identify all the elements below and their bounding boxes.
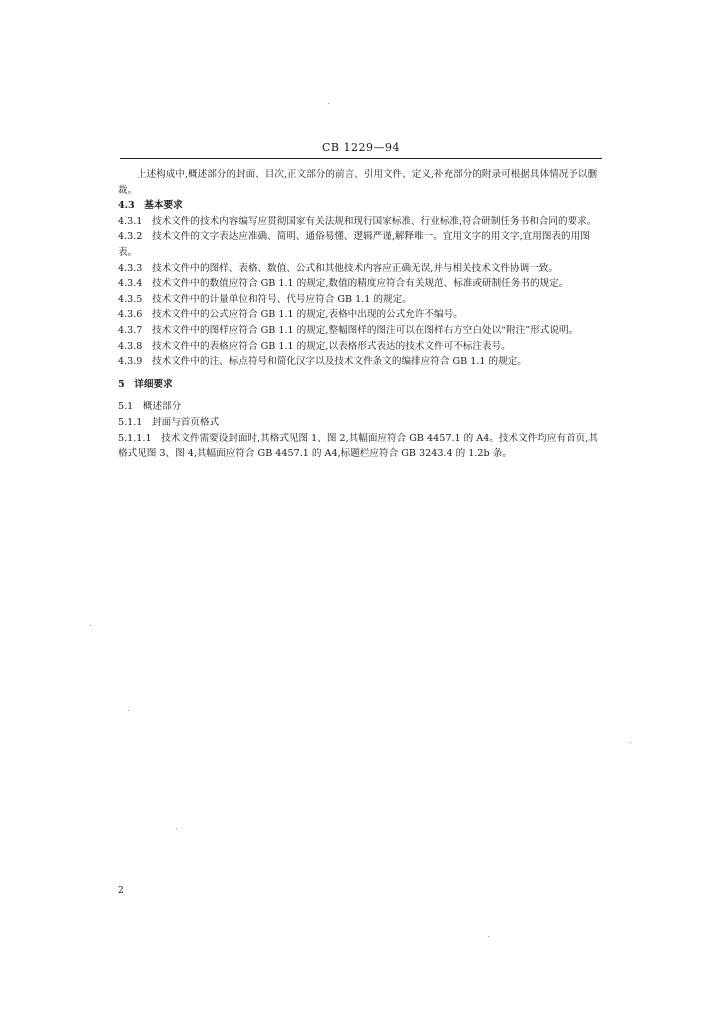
- clause-5-1-1-1: 5.1.1.1 技术文件需要设封面时,其格式见图 1、图 2,其幅面应符合 GB 4457.1 的 A4。技术文件均应有首页,其格式见图 3、图 4,其幅面应符合 GB 4457.1 的 A4,标题栏应符合 GB 3243.4 的 1.2b 条。: [118, 432, 598, 460]
- clause-4-3-3: 4.3.3 技术文件中的图样、表格、数值、公式和其他技术内容应正确无误,并与相关技术文件协调一致。: [118, 262, 558, 274]
- clause-4-3-7: 4.3.7 技术文件中的图样应符合 GB 1.1 的规定,整幅图样的图注可以在图样右方空白处以“附注”形式说明。: [118, 324, 579, 336]
- spacer: [118, 392, 604, 399]
- scan-speck: [328, 103, 329, 104]
- clause-4-3-8: 4.3.8 技术文件中的表格应符合 GB 1.1 的规定,以表格形式表达的技术文件可不标注表号。: [118, 340, 511, 352]
- scan-speck: [176, 828, 177, 829]
- header-rule: [120, 158, 602, 159]
- section-heading-5-1: 5.1 概述部分: [118, 401, 182, 413]
- spacer: [118, 370, 604, 377]
- scan-speck: [488, 936, 489, 937]
- standard-code-header: CB 1229—94: [322, 141, 400, 154]
- clause-4-3-5: 4.3.5 技术文件中的计量单位和符号、代号应符合 GB 1.1 的规定。: [118, 293, 412, 305]
- clause-4-3-9: 4.3.9 技术文件中的注、标点符号和简化汉字以及技术文件条文的编排应符合 GB 1.1 的规定。: [118, 356, 527, 368]
- clause-4-3-4: 4.3.4 技术文件中的数值应符合 GB 1.1 的规定,数值的精度应符合有关规范、标准或研制任务书的规定。: [118, 278, 569, 290]
- clause-4-3-2: 4.3.2 技术文件的文字表达应准确、简明、通俗易懂、逻辑严谨,解释唯一。宜用文字的用文字,宜用图表的用图表。: [118, 231, 590, 258]
- section-heading-5-1-1: 5.1.1 封面与首页格式: [118, 416, 220, 428]
- scan-speck: [128, 710, 129, 711]
- clause-4-3-1: 4.3.1 技术文件的技术内容编写应贯彻国家有关法规和现行国家标准、行业标准,符合研制任务书和合同的要求。: [118, 215, 597, 227]
- intro-paragraph: 上述构成中,概述部分的封面、目次,正文部分的前言、引用文件、定义,补充部分的附录可根据具体情况予以删裁。: [118, 169, 598, 196]
- scan-speck: [90, 625, 91, 626]
- document-body: [118, 167, 604, 462]
- page-number: 2: [118, 886, 124, 896]
- section-heading-5: 5 详细要求: [118, 378, 173, 390]
- scan-speck: [630, 742, 631, 743]
- clause-4-3-6: 4.3.6 技术文件中的公式应符合 GB 1.1 的规定,表格中出现的公式允许不编号。: [118, 309, 463, 321]
- section-heading-4-3: 4.3 基本要求: [118, 200, 183, 212]
